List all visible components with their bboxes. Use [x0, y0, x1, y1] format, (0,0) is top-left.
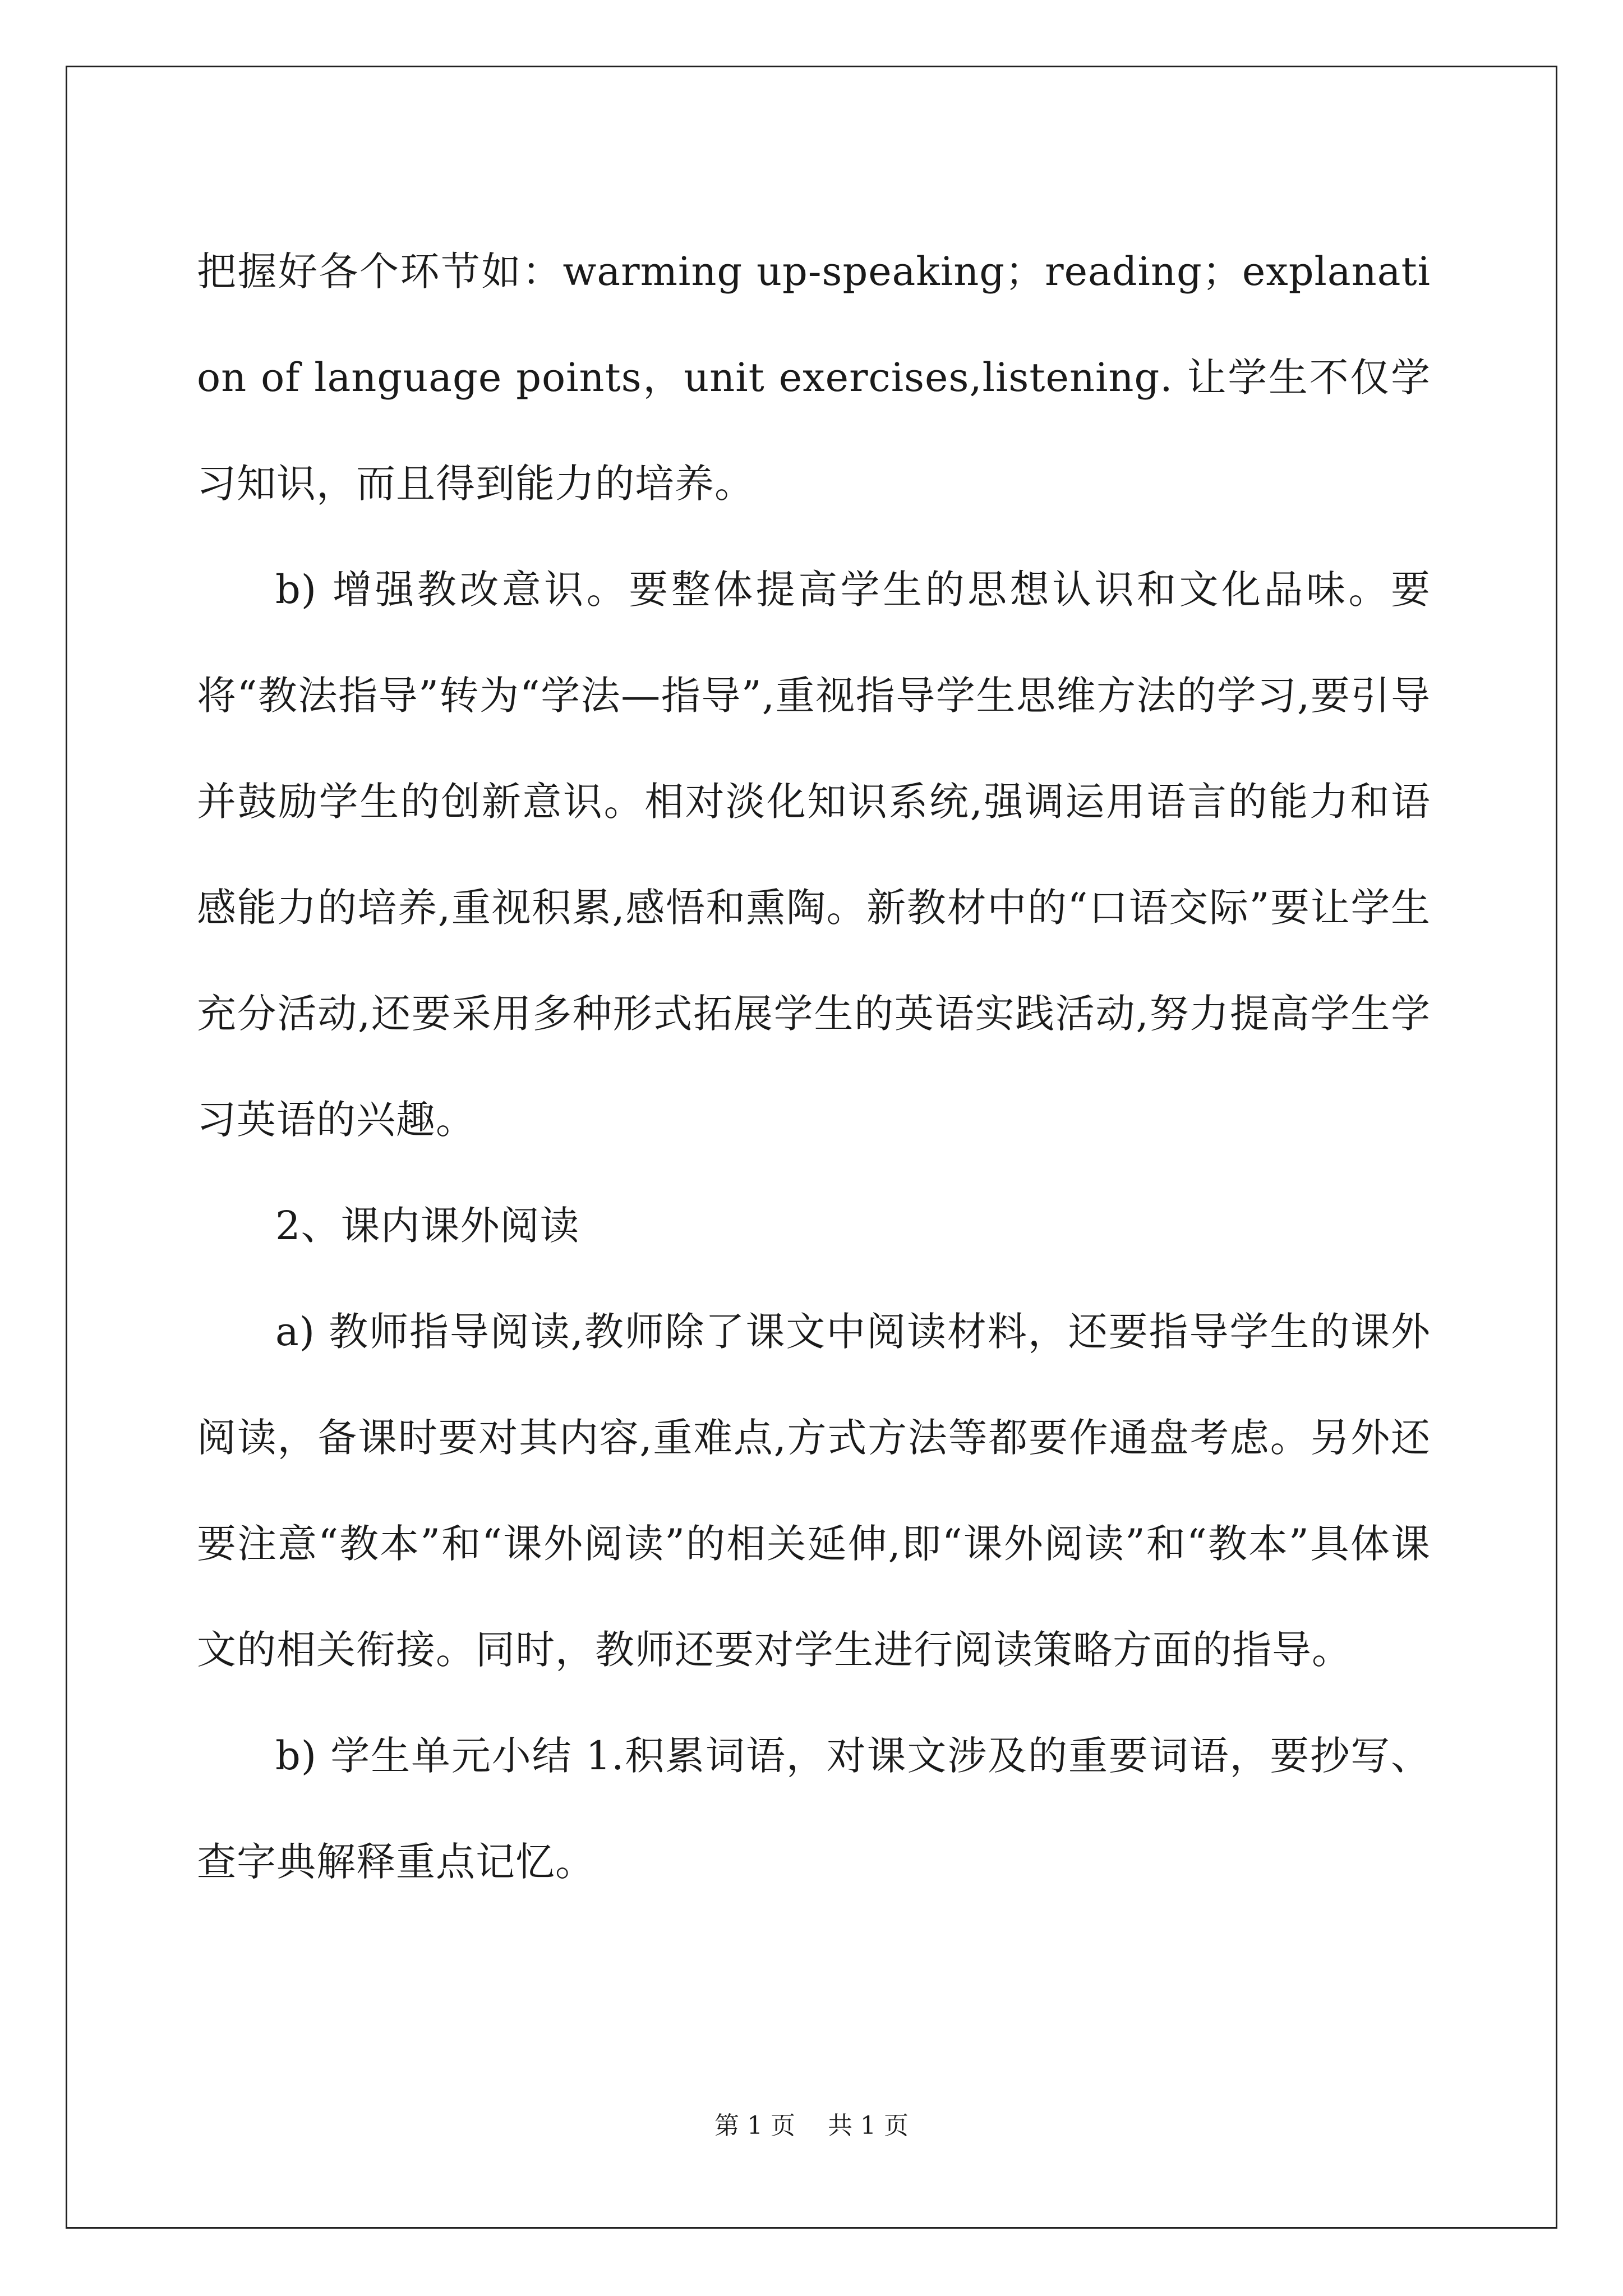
paragraph-4: a) 教师指导阅读,教师除了课文中阅读材料，还要指导学生的课外阅读，备课时要对其内容,重难点,方式方法等都要作通盘考虑。另外还要注意“教本”和“课外阅读”的相关延伸,即“课外阅读”和“教本”具体课文的相关衔接。同时，教师还要对学生进行阅读策略方面的指导。: [197, 1309, 1431, 1673]
page-number: 第 1 页: [714, 2111, 795, 2140]
page-footer: [0, 2109, 1623, 2143]
section-heading-reading: 2、课内课外阅读: [275, 1203, 580, 1249]
paragraph-5: b) 学生单元小结 1.积累词语，对课文涉及的重要词语，要抄写、查字典解释重点记忆。: [197, 1733, 1431, 1885]
paragraph-2: b) 增强教改意识。要整体提高学生的思想认识和文化品味。要将“教法指导”转为“学法—指导”,重视指导学生思维方法的学习,要引导并鼓励学生的创新意识。相对淡化知识系统,强调运用语言的能力和语感能力的培养,重视积累,感悟和熏陶。新教材中的“口语交际”要让学生充分活动,还要采用多种形式拓展学生的英语实践活动,努力提高学生学习英语的兴趣。: [197, 567, 1431, 1143]
paragraph-1: 把握好各个环节如：warming up-speaking；reading；explanation of language points，unit exercises,listening. 让学生不仅学习知识，而且得到能力的培养。: [197, 249, 1431, 507]
total-pages: 共 1 页: [828, 2111, 909, 2140]
document-body: [197, 219, 1431, 1915]
